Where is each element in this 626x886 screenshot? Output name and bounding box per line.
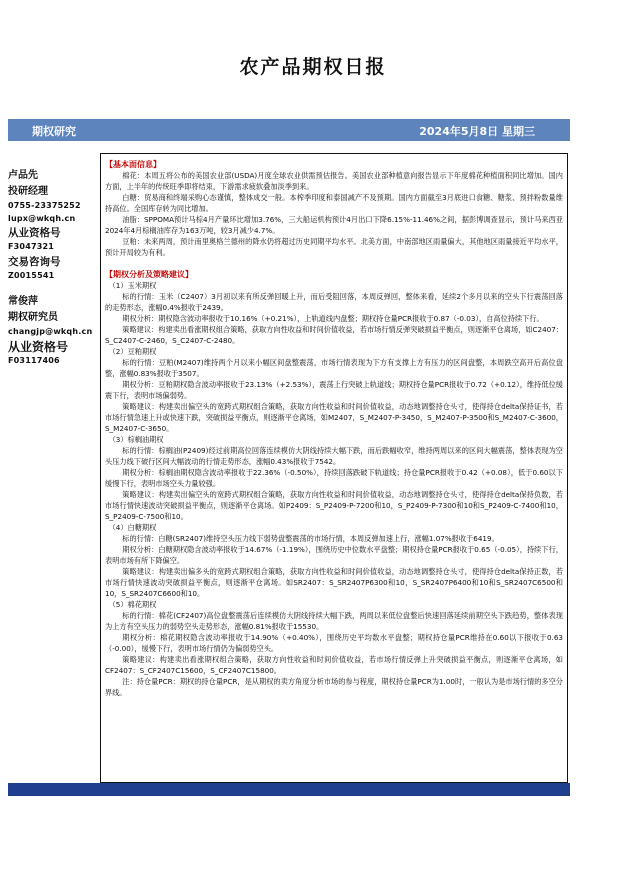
report-content-box — [100, 153, 568, 783]
analyst-role: 投研经理 — [8, 186, 48, 197]
analyst-info — [8, 168, 100, 282]
author-sidebar — [8, 168, 100, 379]
paragraph: 策略建议：构建卖出看涨期权组合策略，获取方向性收益和时间价值收益，若市场行情反弹上升突破损益平衡点，则逐渐平仓离场，如CF2407：S_CF2407C15600，S_CF2407C15800。 — [105, 655, 563, 675]
analyst-license-label: 从业资格号 — [8, 227, 61, 239]
paragraph: 期权分析：豆粕期权隐含波动率报收于23.13%（+2.53%），震荡上行突破上轨道线；期权持仓量PCR报收于0.72（+0.12），维持低位缓震下行，表明市场偏弱势。 — [105, 380, 563, 400]
header-band — [8, 119, 570, 141]
paragraph: 棉花：本周五将公布的美国农业部(USDA)月度全球农业供需预估报告。美国农业部种植意向报告显示下年度棉花种植面积同比增加。国内方面，上半年的传统旺季即将结束，下游需求疲软叠加淡季到来。 — [105, 171, 563, 191]
paragraph: 标的行情：棕榈油(P2409)经过前期高位回落连续模仿大阴线持续大幅下跌，而后跌幅收窄，维持两周以来的区间大幅震荡，整体表现为空头压力线下破行区间大幅波动的行情走势形态，涨幅0.43%报收于7542。 — [105, 446, 563, 466]
analyst-license-number: F3047321 — [8, 242, 55, 251]
analyst-name: 卢品先 — [8, 170, 38, 181]
researcher-name: 常俊萍 — [8, 296, 38, 307]
paragraph: 注：持仓量PCR：期权的持仓量PCR，是从期权的卖方角度分析市场的参与程度，期权持仓量PCR为1.00时，一般认为是市场行情的多空分界线。 — [105, 677, 563, 697]
header-band-date: 2024年5月8日 星期三 — [419, 125, 535, 138]
paragraph: 标的行情：豆粕(M2407)维持两个月以来小幅区间盘整震荡，市场行情表现为下方有支撑上方有压力的区间盘整，本周跌空高开后高位盘整，涨幅0.83%报收于3507。 — [105, 358, 563, 378]
analyst-advisory-label: 交易咨询号 — [8, 255, 61, 268]
paragraph: 策略建议：构建卖出看涨期权组合策略，获取方向性收益和时间价值收益，若市场行情反弹突破损益平衡点，则逐渐平仓离场，如C2407：S_C2407-C-2460，S_C2407-C-2480。 — [105, 325, 563, 345]
footer-bar — [8, 783, 570, 796]
researcher-info — [8, 294, 100, 367]
paragraph: 策略建议：构建卖出偏空头的宽跨式期权组合策略，获取方向性收益和时间价值收益，动态地调整持仓头寸，使得持仓delta保持负数，若市场行情快速波动突破损益平衡点，则逐渐平仓离场。如P2409：S_P2409-P-7200和10，S_P2409-P-7300和10和S_P2409-C-7400和10，S_P2409-C-7500和10。 — [105, 490, 563, 521]
paragraph: 期权分析：棉花期权隐含波动率报收于14.90%（+0.40%），围绕历史平均数水平盘整；期权持仓量PCR维持在0.60以下报收于0.63（-0.00），缓慢下行，表明市场行情仍为偏弱势空头。 — [105, 633, 563, 653]
paragraph: 期权分析：期权隐含波动率报收于10.16%（+0.21%），上轨道线内盘整；期权持仓量PCR报收于0.87（-0.03），自高位持续下行。 — [122, 314, 544, 323]
paragraph: 标的行情：棉花(CF2407)高位盘整震荡后连续模仿大阴线持续大幅下跌，两周以来低位盘整后快速回落延续前期空头下跌趋势，整体表现为上方有空头压力的弱势空头走势形态，涨幅0.81%报收于15530。 — [105, 611, 563, 631]
paragraph: 期权分析：白糖期权隐含波动率报收于14.67%（-1.19%），围绕历史中位数水平盘整；期权持仓量PCR报收于0.65（-0.05），持续下行，表明市场有所下降偏空。 — [105, 545, 563, 565]
paragraph: 策略建议：构建卖出偏多头的宽跨式期权组合策略，获取方向性收益和时间价值收益，动态地调整持仓头寸，使得持仓delta保持正数，若市场行情快速波动突破损益平衡点，则逐渐平仓离场。如SR2407：S_SR2407P6300和10，S_SR2407P6400和10和S_SR2407C6500和10，S_SR2407C6600和10。 — [105, 567, 563, 598]
report-title: 农产品期权日报 — [239, 56, 387, 78]
header-band-label: 期权研究 — [32, 125, 76, 138]
researcher-license-number: F03117406 — [8, 355, 60, 365]
researcher-role: 期权研究员 — [8, 312, 58, 323]
paragraph: 白糖：贸易商和终端采购心态谨慎，整体成交一般。本榨季印度和泰国减产不及预期。国内方面截至3月底进口食糖、糖浆、预拌粉数量维持高位。全国库存转为同比增加。 — [105, 193, 563, 213]
section-heading: 【期权分析及策略建议】 — [105, 270, 193, 279]
paragraph: 标的行情：玉米（C2407）3月初以来有所反弹回暖上升，而后受阻回落，本周反弹回，整体来看，延续2个多月以来的空头下行震荡回落的走势形态，涨幅0.4%报收于2439。 — [105, 292, 563, 312]
subsection-heading: （5）棉花期权 — [108, 600, 157, 609]
researcher-email: changjp@wkqh.cn — [8, 327, 93, 336]
analyst-advisory-number: Z0015541 — [8, 270, 55, 280]
researcher-license-label: 从业资格号 — [8, 339, 69, 354]
subsection-heading: （1）玉米期权 — [108, 281, 157, 290]
subsection-heading: （4）白糖期权 — [108, 523, 157, 532]
paragraph: 豆粕：未来两周，预计南里奥格兰德州的降水仍将超过历史同期平均水平。北美方面，中南部地区雨量偏大，其他地区雨量接近平均水平，预计开局较为有利。 — [105, 237, 563, 257]
subsection-heading: （3）棕榈油期权 — [108, 435, 164, 444]
subsection-heading: （2）豆粕期权 — [108, 347, 157, 356]
section-heading: 【基本面信息】 — [105, 160, 161, 169]
analyst-phone: 0755-23375252 — [8, 201, 81, 210]
analyst-email: lupx@wkqh.cn — [8, 213, 76, 223]
paragraph: 策略建议：构建卖出偏空头的宽跨式期权组合策略，获取方向性收益和时间价值收益，动态地调整持仓头寸，使得持仓delta保持证书，若市场行情急速上升或快速下跌，突破损益平衡点，则逐渐平仓离场，如M2407，S_M2407-P-3450，S_M2407-P-3500和S_M2407-C-3600，S_M2407-C-3650。 — [105, 402, 563, 433]
paragraph: 油脂：SPPOMA预计马棕4月产量环比增加3.76%，三大船运机构预计4月出口下降6.15%-11.46%之间，据彭博调查显示，预计马来西亚2024年4月棕榈油库存为163万吨，较3月减少4.7%。 — [105, 215, 563, 235]
paragraph: 标的行情：白糖(SR2407)维持空头压力线下弱势盘整震荡的市场行情，本周反弹加速上行，涨幅1.07%报收于6419。 — [122, 534, 499, 543]
paragraph: 期权分析：棕榈油期权隐含波动率报收于22.36%（-0.50%），持续回落跌破下轨道线；持仓量PCR报收于0.42（+0.08），低于0.60以下缓慢下行，表明市场空头力量较强。 — [105, 468, 563, 488]
